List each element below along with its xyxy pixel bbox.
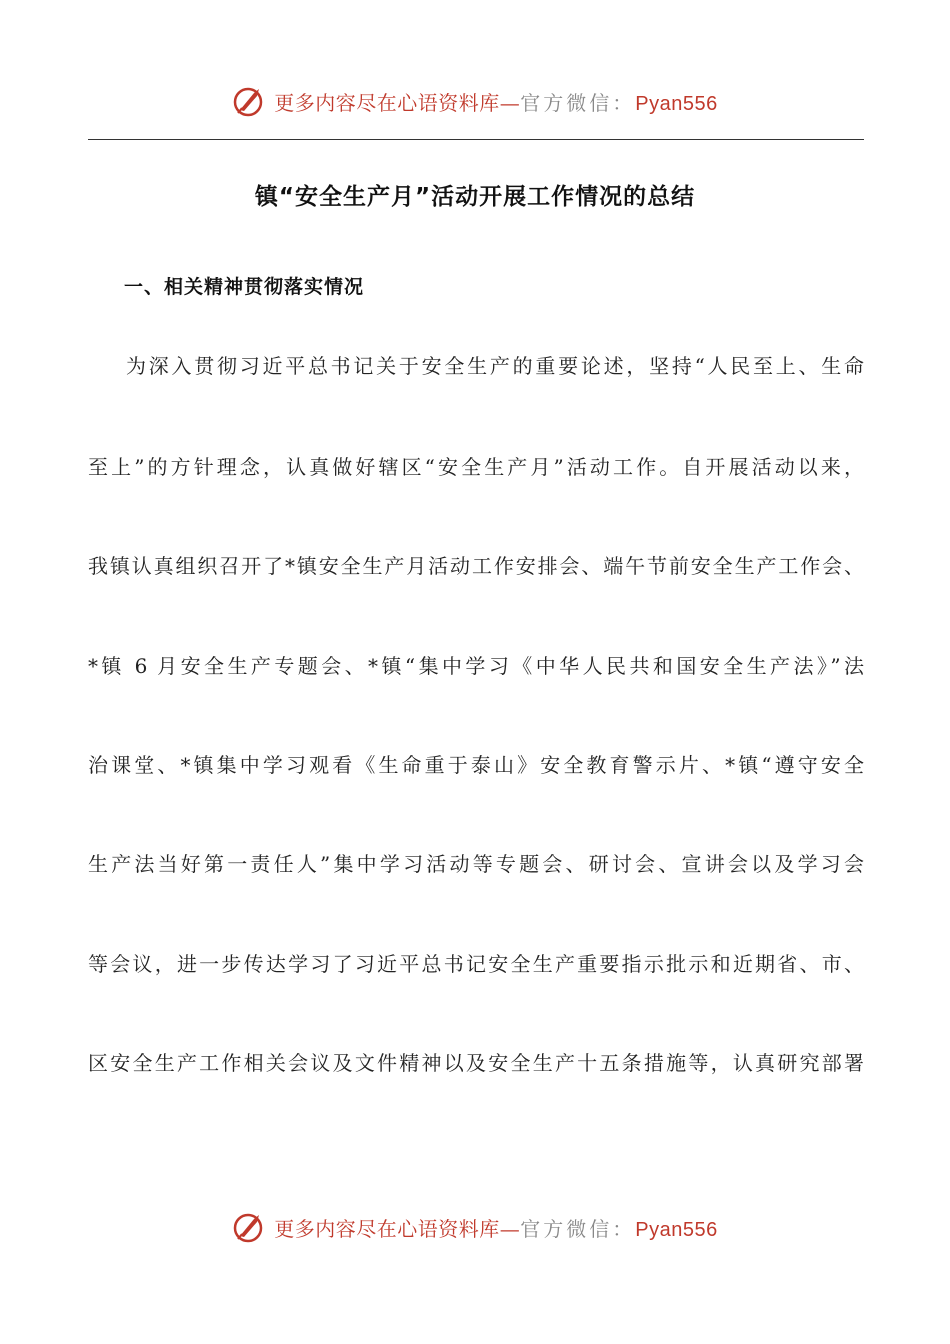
- banner-dash: —: [499, 90, 521, 115]
- banner-wechat-id: Pyan556: [635, 1218, 718, 1241]
- paragraph-line: 至上”的方针理念，认真做好辖区“安全生产月”活动工作。自开展活动以来，: [88, 455, 864, 479]
- paragraph-line: 治课堂、*镇集中学习观看《生命重于泰山》安全教育警示片、*镇“遵守安全: [88, 753, 864, 777]
- banner-wechat-label: 官方微信：: [520, 1216, 636, 1241]
- banner-site-text: 更多内容尽在心语资料库: [274, 1216, 500, 1241]
- paragraph-line: 我镇认真组织召开了*镇安全生产月活动工作安排会、端午节前安全生产工作会、: [88, 554, 864, 578]
- paragraph-line: *镇 6 月安全生产专题会、*镇“集中学习《中华人民共和国安全生产法》”法: [88, 654, 864, 678]
- document-title: 镇“安全生产月”活动开展工作情况的总结: [254, 184, 696, 210]
- section-heading: 一、相关精神贯彻落实情况: [124, 276, 365, 298]
- pen-logo-icon: [232, 1210, 266, 1244]
- paragraph-line: 为深入贯彻习近平总书记关于安全生产的重要论述，坚持“人民至上、生命: [126, 354, 864, 378]
- pen-logo-icon: [232, 84, 266, 118]
- banner-wechat-id: Pyan556: [635, 92, 718, 115]
- banner-text: [274, 87, 717, 116]
- banner-text: [274, 1213, 717, 1242]
- paragraph-line: 区安全生产工作相关会议及文件精神以及安全生产十五条措施等，认真研究部署: [88, 1051, 864, 1075]
- banner-dash: —: [499, 1216, 521, 1241]
- header-divider: [88, 139, 864, 140]
- footer-banner: [0, 1210, 950, 1244]
- header-banner: [0, 84, 950, 118]
- banner-site-text: 更多内容尽在心语资料库: [274, 90, 500, 115]
- paragraph-line: 生产法当好第一责任人”集中学习活动等专题会、研讨会、宣讲会以及学习会: [88, 852, 864, 876]
- banner-wechat-label: 官方微信：: [520, 90, 636, 115]
- paragraph-line: 等会议，进一步传达学习了习近平总书记安全生产重要指示批示和近期省、市、: [88, 952, 864, 976]
